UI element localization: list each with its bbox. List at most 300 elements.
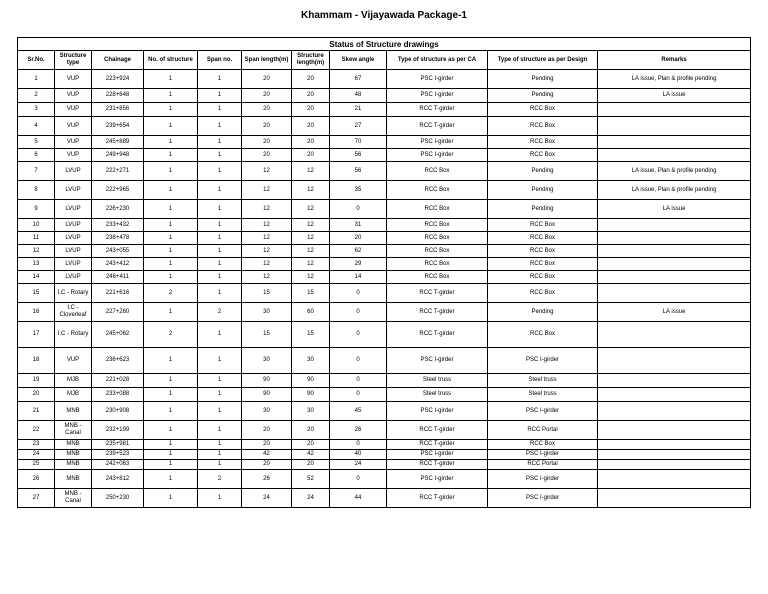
- cell-structure-length: 12: [292, 271, 330, 284]
- cell-type-as-per-design: Pending: [488, 70, 598, 89]
- cell-sr-no: 7: [18, 162, 55, 181]
- cell-span-no: 1: [198, 70, 242, 89]
- cell-chainage: 233+088: [92, 388, 144, 402]
- cell-sr-no: 2: [18, 89, 55, 103]
- cell-sr-no: 13: [18, 258, 55, 271]
- cell-type-as-per-ca: Steel truss: [387, 374, 488, 388]
- cell-sr-no: 24: [18, 450, 55, 460]
- cell-span-length: 20: [242, 136, 292, 149]
- cell-structure-type: VUP: [55, 70, 92, 89]
- cell-structure-length: 20: [292, 460, 330, 470]
- cell-no-of-structure: 1: [144, 136, 198, 149]
- cell-remarks: [598, 103, 751, 117]
- cell-span-no: 1: [198, 460, 242, 470]
- cell-span-length: 15: [242, 284, 292, 303]
- cell-remarks: [598, 460, 751, 470]
- cell-no-of-structure: 1: [144, 374, 198, 388]
- cell-span-length: 26: [242, 470, 292, 489]
- cell-span-no: 1: [198, 245, 242, 258]
- cell-remarks: [598, 421, 751, 440]
- cell-chainage: 238+478: [92, 232, 144, 245]
- cell-type-as-per-design: PSC I-girder: [488, 450, 598, 460]
- cell-type-as-per-design: RCC Box: [488, 322, 598, 348]
- cell-no-of-structure: 1: [144, 162, 198, 181]
- cell-type-as-per-design: RCC Box: [488, 136, 598, 149]
- cell-remarks: [598, 440, 751, 450]
- cell-type-as-per-ca: RCC T-girder: [387, 103, 488, 117]
- table-row: [18, 348, 751, 374]
- cell-structure-length: 12: [292, 245, 330, 258]
- cell-sr-no: 18: [18, 348, 55, 374]
- cell-span-length: 30: [242, 303, 292, 322]
- header-row: [18, 51, 751, 70]
- cell-skew-angle: 0: [330, 440, 387, 450]
- cell-structure-length: 15: [292, 322, 330, 348]
- cell-structure-type: MJB: [55, 388, 92, 402]
- cell-type-as-per-ca: RCC T-girder: [387, 322, 488, 348]
- cell-type-as-per-ca: RCC T-girder: [387, 489, 488, 508]
- cell-no-of-structure: 1: [144, 402, 198, 421]
- cell-span-no: 1: [198, 219, 242, 232]
- cell-span-no: 1: [198, 181, 242, 200]
- cell-span-no: 1: [198, 271, 242, 284]
- cell-skew-angle: 31: [330, 219, 387, 232]
- table-row: [18, 258, 751, 271]
- cell-skew-angle: 24: [330, 460, 387, 470]
- cell-remarks: LA issue, Plan & profile pending: [598, 162, 751, 181]
- cell-structure-length: 30: [292, 402, 330, 421]
- cell-type-as-per-design: RCC Box: [488, 232, 598, 245]
- cell-structure-type: MJB: [55, 374, 92, 388]
- cell-type-as-per-design: RCC Box: [488, 284, 598, 303]
- cell-span-length: 30: [242, 402, 292, 421]
- cell-type-as-per-design: PSC I-girder: [488, 489, 598, 508]
- cell-type-as-per-ca: RCC Box: [387, 219, 488, 232]
- cell-type-as-per-ca: RCC T-girder: [387, 303, 488, 322]
- cell-structure-type: LVUP: [55, 232, 92, 245]
- cell-structure-length: 20: [292, 440, 330, 450]
- table-row: [18, 322, 751, 348]
- document-title: Khammam - Vijayawada Package-1: [300, 10, 467, 21]
- column-header: Structure type: [55, 51, 92, 70]
- cell-type-as-per-design: RCC Box: [488, 271, 598, 284]
- cell-type-as-per-ca: RCC Box: [387, 232, 488, 245]
- cell-no-of-structure: 2: [144, 284, 198, 303]
- table-row: [18, 388, 751, 402]
- cell-type-as-per-design: RCC Box: [488, 117, 598, 136]
- cell-remarks: [598, 348, 751, 374]
- table-row: [18, 271, 751, 284]
- cell-structure-length: 12: [292, 258, 330, 271]
- cell-chainage: 245+062: [92, 322, 144, 348]
- cell-no-of-structure: 1: [144, 271, 198, 284]
- cell-no-of-structure: 1: [144, 70, 198, 89]
- cell-skew-angle: 0: [330, 322, 387, 348]
- cell-chainage: 232+199: [92, 421, 144, 440]
- cell-remarks: [598, 245, 751, 258]
- cell-remarks: [598, 322, 751, 348]
- column-header: Type of structure as per Design: [488, 51, 598, 70]
- table-row: [18, 470, 751, 489]
- cell-skew-angle: 0: [330, 388, 387, 402]
- cell-remarks: LA issue: [598, 200, 751, 219]
- cell-span-length: 20: [242, 103, 292, 117]
- cell-no-of-structure: 1: [144, 440, 198, 450]
- cell-no-of-structure: 1: [144, 149, 198, 162]
- cell-remarks: LA issue: [598, 89, 751, 103]
- cell-span-length: 12: [242, 219, 292, 232]
- cell-no-of-structure: 1: [144, 103, 198, 117]
- cell-span-length: 24: [242, 489, 292, 508]
- cell-span-length: 20: [242, 117, 292, 136]
- cell-sr-no: 17: [18, 322, 55, 348]
- cell-structure-length: 90: [292, 374, 330, 388]
- cell-structure-length: 20: [292, 89, 330, 103]
- cell-chainage: 250+230: [92, 489, 144, 508]
- cell-structure-type: MNB: [55, 470, 92, 489]
- cell-no-of-structure: 2: [144, 322, 198, 348]
- cell-span-length: 12: [242, 258, 292, 271]
- cell-structure-length: 24: [292, 489, 330, 508]
- cell-remarks: [598, 258, 751, 271]
- cell-type-as-per-ca: RCC T-girder: [387, 460, 488, 470]
- cell-chainage: 231+856: [92, 103, 144, 117]
- cell-span-length: 30: [242, 348, 292, 374]
- cell-sr-no: 12: [18, 245, 55, 258]
- cell-skew-angle: 20: [330, 232, 387, 245]
- cell-chainage: 228+648: [92, 89, 144, 103]
- cell-structure-length: 20: [292, 421, 330, 440]
- table-row: [18, 303, 751, 322]
- cell-structure-length: 52: [292, 470, 330, 489]
- cell-type-as-per-ca: RCC T-girder: [387, 284, 488, 303]
- cell-type-as-per-design: Pending: [488, 162, 598, 181]
- cell-type-as-per-ca: RCC T-girder: [387, 421, 488, 440]
- cell-remarks: [598, 284, 751, 303]
- cell-remarks: [598, 219, 751, 232]
- table-row: [18, 374, 751, 388]
- cell-span-no: 1: [198, 489, 242, 508]
- column-header: Span no.: [198, 51, 242, 70]
- cell-remarks: [598, 388, 751, 402]
- cell-structure-length: 12: [292, 219, 330, 232]
- cell-no-of-structure: 1: [144, 245, 198, 258]
- cell-chainage: 230+908: [92, 402, 144, 421]
- cell-type-as-per-ca: PSC I-girder: [387, 348, 488, 374]
- cell-chainage: 243+055: [92, 245, 144, 258]
- cell-chainage: 235+981: [92, 440, 144, 450]
- cell-type-as-per-ca: RCC Box: [387, 200, 488, 219]
- cell-type-as-per-design: RCC Box: [488, 440, 598, 450]
- cell-type-as-per-design: RCC Portal: [488, 460, 598, 470]
- column-header: Chainage: [92, 51, 144, 70]
- cell-span-length: 42: [242, 450, 292, 460]
- cell-span-length: 20: [242, 421, 292, 440]
- cell-skew-angle: 70: [330, 136, 387, 149]
- cell-sr-no: 14: [18, 271, 55, 284]
- cell-structure-type: MNB: [55, 450, 92, 460]
- column-header: Sr.No.: [18, 51, 55, 70]
- cell-chainage: 236+623: [92, 348, 144, 374]
- column-header: Skew angle: [330, 51, 387, 70]
- cell-structure-type: VUP: [55, 348, 92, 374]
- cell-no-of-structure: 1: [144, 303, 198, 322]
- cell-structure-type: LVUP: [55, 245, 92, 258]
- cell-span-no: 1: [198, 388, 242, 402]
- cell-span-no: 1: [198, 348, 242, 374]
- cell-structure-length: 12: [292, 232, 330, 245]
- cell-type-as-per-ca: RCC Box: [387, 162, 488, 181]
- cell-span-no: 1: [198, 103, 242, 117]
- cell-sr-no: 16: [18, 303, 55, 322]
- cell-skew-angle: 0: [330, 284, 387, 303]
- cell-type-as-per-design: Pending: [488, 200, 598, 219]
- cell-remarks: [598, 136, 751, 149]
- cell-chainage: 243+412: [92, 258, 144, 271]
- cell-span-no: 1: [198, 136, 242, 149]
- cell-no-of-structure: 1: [144, 388, 198, 402]
- cell-structure-length: 12: [292, 162, 330, 181]
- table-row: [18, 489, 751, 508]
- cell-chainage: 222+271: [92, 162, 144, 181]
- cell-chainage: 242+063: [92, 460, 144, 470]
- cell-type-as-per-design: RCC Box: [488, 245, 598, 258]
- cell-type-as-per-design: PSC I-girder: [488, 348, 598, 374]
- cell-type-as-per-design: RCC Box: [488, 103, 598, 117]
- column-header: Span length(m): [242, 51, 292, 70]
- cell-span-length: 20: [242, 440, 292, 450]
- cell-remarks: [598, 450, 751, 460]
- cell-skew-angle: 48: [330, 89, 387, 103]
- cell-type-as-per-ca: RCC Box: [387, 245, 488, 258]
- cell-structure-length: 20: [292, 117, 330, 136]
- cell-sr-no: 22: [18, 421, 55, 440]
- cell-remarks: LA issue: [598, 303, 751, 322]
- cell-structure-length: 60: [292, 303, 330, 322]
- cell-type-as-per-design: RCC Box: [488, 258, 598, 271]
- cell-span-no: 2: [198, 470, 242, 489]
- table-row: [18, 460, 751, 470]
- cell-remarks: [598, 271, 751, 284]
- column-header: Structure length(m): [292, 51, 330, 70]
- cell-structure-length: 20: [292, 103, 330, 117]
- cell-chainage: 239+654: [92, 117, 144, 136]
- cell-skew-angle: 45: [330, 402, 387, 421]
- cell-skew-angle: 14: [330, 271, 387, 284]
- cell-structure-length: 20: [292, 149, 330, 162]
- cell-span-no: 1: [198, 162, 242, 181]
- cell-sr-no: 9: [18, 200, 55, 219]
- cell-remarks: [598, 374, 751, 388]
- cell-type-as-per-ca: PSC I-girder: [387, 136, 488, 149]
- cell-type-as-per-ca: PSC I-girder: [387, 149, 488, 162]
- cell-span-no: 1: [198, 374, 242, 388]
- cell-structure-type: LVUP: [55, 258, 92, 271]
- table-row: [18, 402, 751, 421]
- cell-sr-no: 5: [18, 136, 55, 149]
- table-row: [18, 136, 751, 149]
- cell-remarks: [598, 232, 751, 245]
- cell-chainage: 233+432: [92, 219, 144, 232]
- cell-sr-no: 19: [18, 374, 55, 388]
- cell-skew-angle: 62: [330, 245, 387, 258]
- cell-remarks: LA issue, Plan & profile pending: [598, 70, 751, 89]
- cell-structure-length: 20: [292, 136, 330, 149]
- cell-type-as-per-design: RCC Portal: [488, 421, 598, 440]
- cell-no-of-structure: 1: [144, 200, 198, 219]
- cell-skew-angle: 56: [330, 149, 387, 162]
- cell-span-no: 1: [198, 450, 242, 460]
- cell-no-of-structure: 1: [144, 232, 198, 245]
- cell-type-as-per-design: Steel truss: [488, 388, 598, 402]
- cell-skew-angle: 21: [330, 103, 387, 117]
- cell-type-as-per-design: Pending: [488, 89, 598, 103]
- cell-chainage: 249+948: [92, 149, 144, 162]
- cell-structure-type: MNB: [55, 460, 92, 470]
- cell-span-no: 1: [198, 421, 242, 440]
- cell-type-as-per-design: PSC I-girder: [488, 402, 598, 421]
- cell-structure-length: 42: [292, 450, 330, 460]
- cell-sr-no: 27: [18, 489, 55, 508]
- cell-structure-type: MNB: [55, 440, 92, 450]
- cell-structure-type: LVUP: [55, 219, 92, 232]
- cell-chainage: 227+260: [92, 303, 144, 322]
- cell-structure-type: I.C - Rotary: [55, 284, 92, 303]
- cell-span-no: 1: [198, 322, 242, 348]
- cell-skew-angle: 29: [330, 258, 387, 271]
- cell-sr-no: 10: [18, 219, 55, 232]
- cell-span-length: 90: [242, 388, 292, 402]
- cell-type-as-per-ca: PSC I-girder: [387, 402, 488, 421]
- cell-sr-no: 1: [18, 70, 55, 89]
- table-row: [18, 245, 751, 258]
- cell-skew-angle: 0: [330, 470, 387, 489]
- cell-sr-no: 6: [18, 149, 55, 162]
- cell-type-as-per-ca: PSC I-girder: [387, 70, 488, 89]
- cell-structure-type: I.C - Cloverleaf: [55, 303, 92, 322]
- cell-type-as-per-ca: Steel truss: [387, 388, 488, 402]
- table-row: [18, 421, 751, 440]
- cell-span-length: 90: [242, 374, 292, 388]
- cell-structure-type: LVUP: [55, 271, 92, 284]
- cell-structure-type: MNB: [55, 402, 92, 421]
- cell-span-no: 1: [198, 258, 242, 271]
- cell-structure-type: VUP: [55, 117, 92, 136]
- cell-chainage: 223+924: [92, 70, 144, 89]
- cell-type-as-per-design: Pending: [488, 181, 598, 200]
- cell-span-length: 12: [242, 245, 292, 258]
- table-row: [18, 149, 751, 162]
- cell-sr-no: 26: [18, 470, 55, 489]
- table-row: [18, 232, 751, 245]
- cell-structure-type: I.C - Rotary: [55, 322, 92, 348]
- cell-span-no: 1: [198, 232, 242, 245]
- cell-remarks: LA issue, Plan & profile pending: [598, 181, 751, 200]
- cell-chainage: 221+028: [92, 374, 144, 388]
- cell-skew-angle: 40: [330, 450, 387, 460]
- cell-sr-no: 25: [18, 460, 55, 470]
- column-header: No. of structure: [144, 51, 198, 70]
- table-row: [18, 103, 751, 117]
- cell-span-no: 1: [198, 402, 242, 421]
- table-row: [18, 162, 751, 181]
- cell-sr-no: 15: [18, 284, 55, 303]
- cell-type-as-per-design: RCC Box: [488, 149, 598, 162]
- cell-no-of-structure: 1: [144, 489, 198, 508]
- table-row: [18, 70, 751, 89]
- cell-no-of-structure: 1: [144, 470, 198, 489]
- cell-span-no: 1: [198, 89, 242, 103]
- cell-no-of-structure: 1: [144, 89, 198, 103]
- cell-span-no: 1: [198, 117, 242, 136]
- table-row: [18, 117, 751, 136]
- cell-type-as-per-ca: RCC T-girder: [387, 117, 488, 136]
- cell-structure-type: VUP: [55, 103, 92, 117]
- cell-type-as-per-ca: PSC I-girder: [387, 89, 488, 103]
- cell-skew-angle: 0: [330, 200, 387, 219]
- cell-type-as-per-design: RCC Box: [488, 219, 598, 232]
- cell-type-as-per-ca: RCC Box: [387, 181, 488, 200]
- cell-skew-angle: 0: [330, 303, 387, 322]
- cell-type-as-per-ca: RCC T-girder: [387, 440, 488, 450]
- cell-structure-type: VUP: [55, 136, 92, 149]
- cell-span-length: 12: [242, 271, 292, 284]
- cell-sr-no: 11: [18, 232, 55, 245]
- cell-skew-angle: 35: [330, 181, 387, 200]
- cell-chainage: 221+616: [92, 284, 144, 303]
- cell-structure-type: LVUP: [55, 162, 92, 181]
- cell-type-as-per-design: Pending: [488, 303, 598, 322]
- cell-span-length: 20: [242, 460, 292, 470]
- cell-type-as-per-design: Steel truss: [488, 374, 598, 388]
- table-row: [18, 181, 751, 200]
- cell-sr-no: 4: [18, 117, 55, 136]
- cell-chainage: 243+812: [92, 470, 144, 489]
- cell-sr-no: 8: [18, 181, 55, 200]
- cell-remarks: [598, 402, 751, 421]
- cell-skew-angle: 26: [330, 421, 387, 440]
- cell-remarks: [598, 149, 751, 162]
- cell-type-as-per-ca: PSC I-girder: [387, 470, 488, 489]
- cell-span-no: 2: [198, 303, 242, 322]
- cell-no-of-structure: 1: [144, 421, 198, 440]
- cell-skew-angle: 27: [330, 117, 387, 136]
- cell-type-as-per-ca: RCC Box: [387, 258, 488, 271]
- cell-span-no: 1: [198, 284, 242, 303]
- cell-type-as-per-design: PSC I-girder: [488, 470, 598, 489]
- cell-span-length: 12: [242, 232, 292, 245]
- cell-structure-length: 12: [292, 181, 330, 200]
- cell-no-of-structure: 1: [144, 181, 198, 200]
- cell-span-length: 12: [242, 181, 292, 200]
- cell-no-of-structure: 1: [144, 450, 198, 460]
- cell-sr-no: 3: [18, 103, 55, 117]
- cell-structure-type: LVUP: [55, 200, 92, 219]
- cell-span-no: 1: [198, 440, 242, 450]
- cell-structure-length: 30: [292, 348, 330, 374]
- table-row: [18, 284, 751, 303]
- cell-sr-no: 21: [18, 402, 55, 421]
- cell-remarks: [598, 470, 751, 489]
- column-header: Type of structure as per CA: [387, 51, 488, 70]
- cell-no-of-structure: 1: [144, 219, 198, 232]
- cell-chainage: 245+889: [92, 136, 144, 149]
- cell-chainage: 246+411: [92, 271, 144, 284]
- cell-span-length: 12: [242, 200, 292, 219]
- cell-structure-type: MNB - Canal: [55, 421, 92, 440]
- cell-no-of-structure: 1: [144, 460, 198, 470]
- cell-structure-type: MNB - Canal: [55, 489, 92, 508]
